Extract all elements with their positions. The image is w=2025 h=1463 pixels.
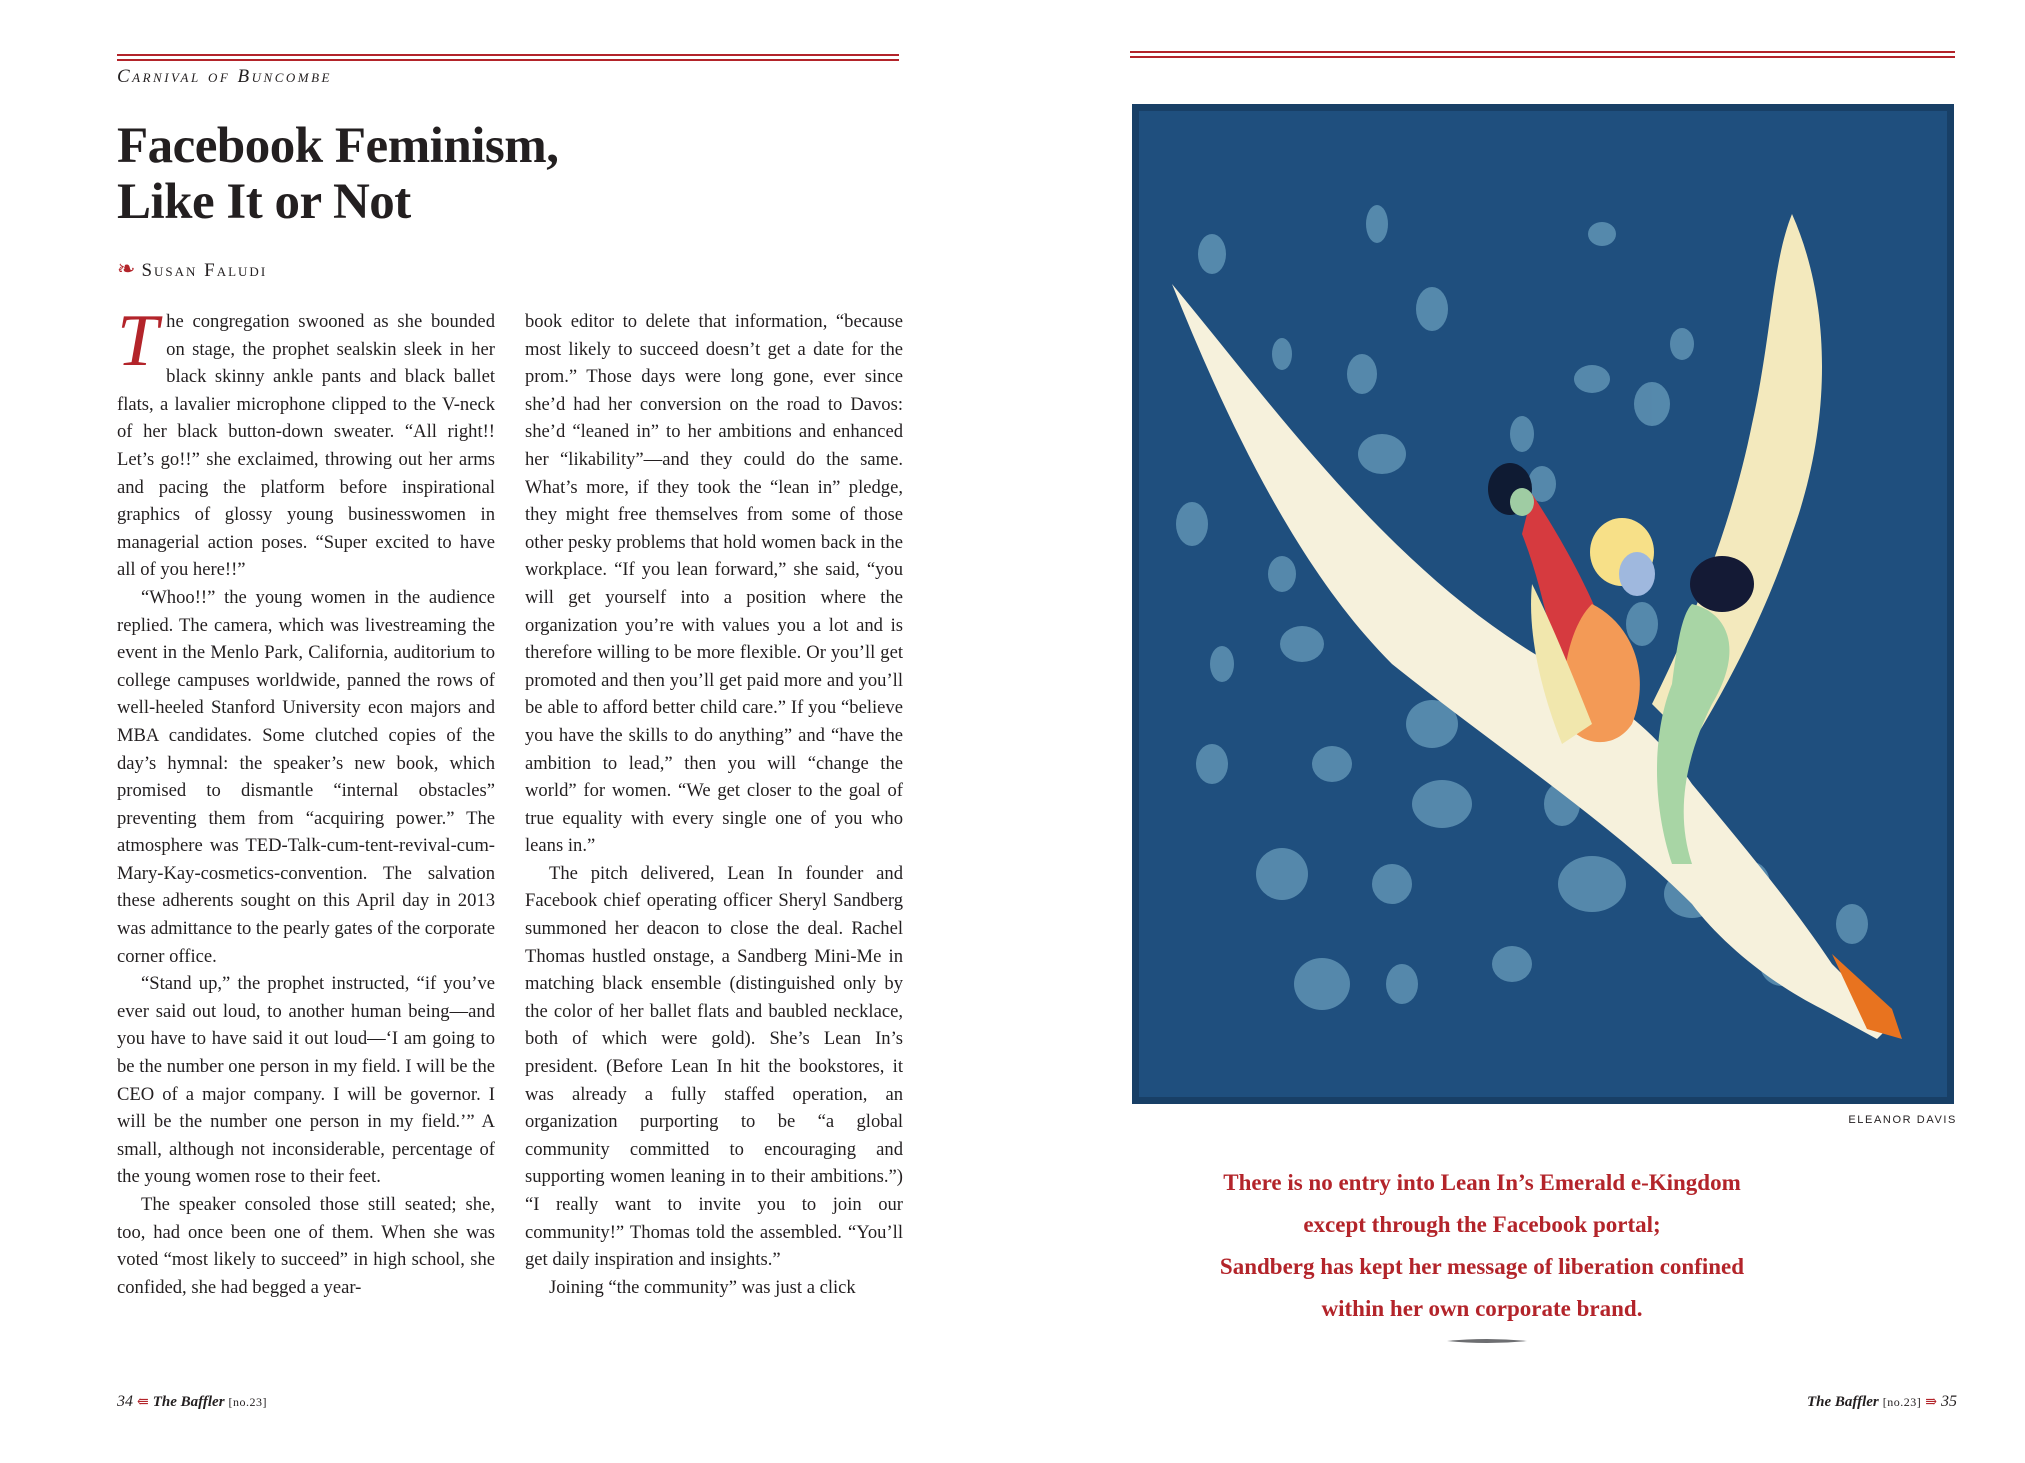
paragraph: book editor to delete that information, “because most likely to succeed doesn’t get a date for the prom.” Those days were long gone, ever since she’d had her conversion on the road to Davos: she’d “leaned in” to her ambitions and enhanced her “likability”—and they could do the same. What’s more, if they took the “lean in” pledge, they might free themselves from some of those other pesky problems that hold women back in the workplace. “If you lean forward,” she said, “you will get yourself into a position where the organization you’re with values you a lot and is therefore willing to be more flexible. Or you’ll get promoted and then you’ll get paid more and you’ll be able to afford better child care.” If you “believe you have the skills to do anything” and “have the ambition to lead,” then you will “change the world” for women. “We get closer to the goal of true equality with every single one of you who leans in.” xyxy=(525,311,903,857)
paragraph: “Stand up,” the prophet instructed, “if you’ve ever said out loud, to another human being—and you have to have said it out loud—‘I am going to be the number one person in my field. I will be the CEO of a major company. I will be governor. I will be the number one person in my field.’” A small, although not inconsiderable, percentage of the young women rose to their feet. xyxy=(117,973,495,1188)
title-line-2: Like It or Not xyxy=(117,174,411,230)
pull-quote-line: except through the Facebook portal; xyxy=(1303,1212,1661,1237)
folio-left xyxy=(117,1393,267,1411)
issue-number: [no.23] xyxy=(228,1395,268,1409)
byline xyxy=(117,256,267,282)
header-rule-left xyxy=(117,54,899,62)
arrow-left-icon: ⇚ xyxy=(137,1395,149,1410)
paragraph xyxy=(117,300,495,584)
arrow-right-icon: ⇛ xyxy=(1925,1395,1937,1410)
paragraph-text: he congregation swooned as she bounded on stage, the prophet sealskin sleek in her black skinny ankle pants and black ballet flats, a lavalier microphone clipped to the V-neck of her black button-down sweater. “All right!! Let’s go!!” she exclaimed, throwing out her arms and pacing the platform before inspirational graphics of glossy young businesswomen in managerial action poses. “Super excited to have all of you here!!” xyxy=(117,311,495,581)
right-page xyxy=(1012,0,2025,1463)
paragraph: “Whoo!!” the young women in the audience replied. The camera, which was livestreaming the event in the Menlo Park, California, auditorium to college campuses worldwide, panned the rows of well-heeled Stanford University econ majors and MBA candidates. Some clutched copies of the day’s hymnal: the speaker’s new book, which promised to dismantle “internal obstacles” preventing them from “acquiring power.” The atmosphere was TED-Talk-cum-tent-revival-cum-Mary-Kay-cosmetics-convention. The salvation these adherents sought on this April day in 2013 was admittance to the pearly gates of the corporate corner office. xyxy=(117,586,495,967)
author-name: Susan Faludi xyxy=(141,260,268,281)
pull-quote-line: There is no entry into Lean In’s Emerald e-Kingdom xyxy=(1223,1170,1741,1195)
fleuron-icon: ❧ xyxy=(117,256,136,281)
issue-number: [no.23] xyxy=(1882,1395,1922,1409)
magazine-name: The Baffler xyxy=(152,1394,225,1410)
drop-cap: T xyxy=(117,300,159,382)
illustration-credit: ELEANOR DAVIS xyxy=(1848,1114,1957,1126)
swan-illustration-icon xyxy=(1132,104,1954,1104)
paragraph: The pitch delivered, Lean In founder and Facebook chief operating officer Sheryl Sandberg summoned her deacon to close the deal. Rachel Thomas hustled onstage, a Sandberg Mini-Me in matching black ensemble (distinguished only by the color of her ballet flats and baubled necklace, both of which were gold). She’s Lean In’s president. (Before Lean In hit the bookstores, it was already a fully staffed operation, an organization purporting to be “a global community committed to encouraging and supporting women leaning in to their ambitions.”) “I really want to invite you to join our community!” Thomas told the assembled. “You’ll get daily inspiration and insights.” xyxy=(525,862,903,1271)
header-rule-right xyxy=(1130,51,1955,59)
title-line-1: Facebook Feminism, xyxy=(117,118,559,174)
page-number: 34 xyxy=(117,1393,133,1410)
illustration-swan xyxy=(1132,104,1954,1104)
left-page xyxy=(0,0,1012,1463)
text-column-2 xyxy=(525,308,903,1301)
ornament-divider-icon xyxy=(1447,1338,1527,1344)
pull-quote-line: within her own corporate brand. xyxy=(1321,1296,1643,1321)
magazine-name: The Baffler xyxy=(1806,1394,1879,1410)
article-title xyxy=(117,118,817,230)
paragraph: The speaker consoled those still seated; she, too, had once been one of them. When she was voted “most likely to succeed” in high school, she confided, she had begged a year- xyxy=(117,1194,495,1298)
folio-right xyxy=(1807,1393,1957,1411)
pull-quote-line: Sandberg has kept her message of liberation confined xyxy=(1219,1254,1745,1279)
pull-quote xyxy=(1102,1162,1862,1330)
paragraph: Joining “the community” was just a click xyxy=(549,1276,856,1298)
page-number: 35 xyxy=(1941,1393,1957,1410)
section-label: Carnival of Buncombe xyxy=(117,66,332,87)
text-column-1 xyxy=(117,300,495,1301)
